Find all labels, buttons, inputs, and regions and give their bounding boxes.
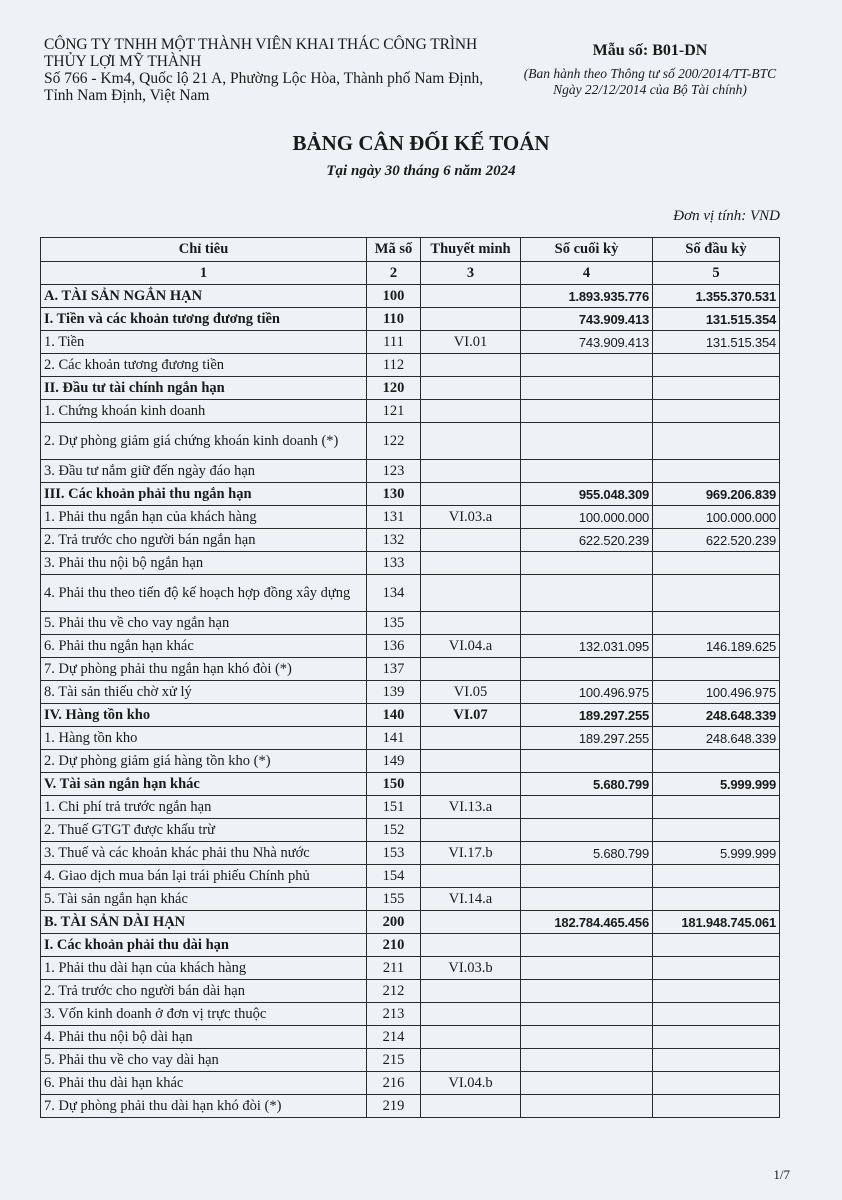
row-code: 121	[367, 400, 421, 423]
row-start-balance: 131.515.354	[653, 308, 780, 331]
row-code: 151	[367, 796, 421, 819]
row-note: VI.07	[421, 704, 521, 727]
form-code: Mẫu số: B01-DN	[592, 42, 708, 59]
row-start-balance	[653, 658, 780, 681]
row-code: 219	[367, 1095, 421, 1118]
company-address-line2: Tỉnh Nam Định, Việt Nam	[44, 87, 210, 104]
row-code: 216	[367, 1072, 421, 1095]
row-code: 112	[367, 354, 421, 377]
table-row	[41, 460, 780, 483]
row-start-balance	[653, 1026, 780, 1049]
row-code: 131	[367, 506, 421, 529]
row-code: 215	[367, 1049, 421, 1072]
table-row	[41, 934, 780, 957]
row-note	[421, 529, 521, 552]
row-label: 1. Chi phí trả trước ngắn hạn	[41, 796, 367, 819]
row-code: 135	[367, 612, 421, 635]
row-label: 1. Phải thu dài hạn của khách hàng	[41, 957, 367, 980]
row-label: 1. Tiền	[41, 331, 367, 354]
currency-unit: Đơn vị tính: VND	[673, 208, 780, 224]
row-start-balance: 1.355.370.531	[653, 285, 780, 308]
row-label: 1. Hàng tồn kho	[41, 727, 367, 750]
row-start-balance: 100.496.975	[653, 681, 780, 704]
row-code: 140	[367, 704, 421, 727]
table-row	[41, 957, 780, 980]
row-end-balance: 132.031.095	[521, 635, 653, 658]
row-label: 2. Dự phòng giảm giá chứng khoán kinh doanh (*)	[41, 423, 367, 460]
row-code: 211	[367, 957, 421, 980]
row-end-balance: 622.520.239	[521, 529, 653, 552]
row-start-balance	[653, 423, 780, 460]
report-date: Tại ngày 30 tháng 6 năm 2024	[326, 163, 516, 179]
row-note	[421, 400, 521, 423]
table-row	[41, 681, 780, 704]
row-end-balance	[521, 1003, 653, 1026]
row-start-balance: 131.515.354	[653, 331, 780, 354]
row-label: 3. Đầu tư nắm giữ đến ngày đáo hạn	[41, 460, 367, 483]
row-end-balance	[521, 934, 653, 957]
row-note: VI.13.a	[421, 796, 521, 819]
row-note	[421, 612, 521, 635]
row-end-balance	[521, 819, 653, 842]
row-code: 155	[367, 888, 421, 911]
row-note	[421, 1026, 521, 1049]
header-indicator: Chỉ tiêu	[41, 238, 367, 262]
table-header-row	[41, 238, 780, 262]
row-code: 154	[367, 865, 421, 888]
header-code: Mã số	[367, 238, 421, 262]
row-end-balance	[521, 575, 653, 612]
row-label: 3. Vốn kinh doanh ở đơn vị trực thuộc	[41, 1003, 367, 1026]
row-start-balance	[653, 888, 780, 911]
row-start-balance	[653, 796, 780, 819]
row-label: I. Các khoản phải thu dài hạn	[41, 934, 367, 957]
row-start-balance: 5.999.999	[653, 773, 780, 796]
row-note: VI.03.b	[421, 957, 521, 980]
table-row	[41, 1095, 780, 1118]
row-label: 2. Trả trước cho người bán ngắn hạn	[41, 529, 367, 552]
row-end-balance: 189.297.255	[521, 704, 653, 727]
row-label: 4. Phải thu theo tiến độ kế hoạch hợp đồng xây dựng	[41, 575, 367, 612]
company-address-line1: Số 766 - Km4, Quốc lộ 21 A, Phường Lộc Hòa, Thành phố Nam Định,	[44, 70, 484, 87]
row-code: 111	[367, 331, 421, 354]
row-note	[421, 575, 521, 612]
row-end-balance: 182.784.465.456	[521, 911, 653, 934]
page-number: 1/7	[773, 1167, 790, 1182]
row-note	[421, 1003, 521, 1026]
row-start-balance	[653, 865, 780, 888]
table-row	[41, 1003, 780, 1026]
table-row	[41, 552, 780, 575]
table-index-row	[41, 262, 780, 285]
row-end-balance	[521, 980, 653, 1003]
row-end-balance: 743.909.413	[521, 331, 653, 354]
table-row	[41, 773, 780, 796]
table-row	[41, 750, 780, 773]
row-start-balance	[653, 980, 780, 1003]
row-code: 150	[367, 773, 421, 796]
row-code: 133	[367, 552, 421, 575]
row-label: 2. Dự phòng giảm giá hàng tồn kho (*)	[41, 750, 367, 773]
table-row	[41, 819, 780, 842]
row-note	[421, 934, 521, 957]
form-reference	[500, 42, 800, 98]
company-name-line2: THỦY LỢI MỸ THÀNH	[44, 53, 202, 70]
row-label: 7. Dự phòng phải thu ngắn hạn khó đòi (*)	[41, 658, 367, 681]
row-code: 100	[367, 285, 421, 308]
row-label: V. Tài sản ngắn hạn khác	[41, 773, 367, 796]
row-note	[421, 865, 521, 888]
row-start-balance: 622.520.239	[653, 529, 780, 552]
row-start-balance: 5.999.999	[653, 842, 780, 865]
row-label: 6. Phải thu ngắn hạn khác	[41, 635, 367, 658]
row-end-balance	[521, 1026, 653, 1049]
row-note	[421, 354, 521, 377]
table-row	[41, 483, 780, 506]
row-label: 7. Dự phòng phải thu dài hạn khó đòi (*)	[41, 1095, 367, 1118]
row-note	[421, 819, 521, 842]
row-label: 2. Thuế GTGT được khấu trừ	[41, 819, 367, 842]
row-start-balance	[653, 1049, 780, 1072]
table-row	[41, 727, 780, 750]
row-note: VI.04.b	[421, 1072, 521, 1095]
row-end-balance	[521, 796, 653, 819]
row-label: IV. Hàng tồn kho	[41, 704, 367, 727]
row-note	[421, 911, 521, 934]
table-row	[41, 1026, 780, 1049]
table-row	[41, 308, 780, 331]
table-row	[41, 911, 780, 934]
row-note	[421, 980, 521, 1003]
row-note: VI.17.b	[421, 842, 521, 865]
table-row	[41, 612, 780, 635]
row-note	[421, 658, 521, 681]
row-end-balance	[521, 423, 653, 460]
table-row	[41, 423, 780, 460]
table-row	[41, 658, 780, 681]
row-label: 5. Tài sản ngắn hạn khác	[41, 888, 367, 911]
row-label: B. TÀI SẢN DÀI HẠN	[41, 911, 367, 934]
row-note	[421, 483, 521, 506]
row-end-balance	[521, 377, 653, 400]
row-note	[421, 1095, 521, 1118]
row-code: 122	[367, 423, 421, 460]
row-code: 120	[367, 377, 421, 400]
table-row	[41, 980, 780, 1003]
row-note: VI.14.a	[421, 888, 521, 911]
row-label: I. Tiền và các khoản tương đương tiền	[41, 308, 367, 331]
index-cell: 1	[41, 262, 367, 285]
row-note: VI.04.a	[421, 635, 521, 658]
row-label: 1. Phải thu ngắn hạn của khách hàng	[41, 506, 367, 529]
row-start-balance: 969.206.839	[653, 483, 780, 506]
row-code: 152	[367, 819, 421, 842]
row-note	[421, 750, 521, 773]
row-note: VI.05	[421, 681, 521, 704]
row-end-balance: 955.048.309	[521, 483, 653, 506]
header-start-balance: Số đầu kỳ	[653, 238, 780, 262]
header-note: Thuyết minh	[421, 238, 521, 262]
table-row	[41, 1049, 780, 1072]
row-label: 4. Giao dịch mua bán lại trái phiếu Chính phủ	[41, 865, 367, 888]
row-code: 212	[367, 980, 421, 1003]
table-row	[41, 796, 780, 819]
table-row	[41, 635, 780, 658]
row-end-balance	[521, 1049, 653, 1072]
row-start-balance	[653, 957, 780, 980]
row-note: VI.03.a	[421, 506, 521, 529]
row-code: 130	[367, 483, 421, 506]
row-code: 153	[367, 842, 421, 865]
row-code: 214	[367, 1026, 421, 1049]
row-note	[421, 423, 521, 460]
row-label: 4. Phải thu nội bộ dài hạn	[41, 1026, 367, 1049]
row-code: 141	[367, 727, 421, 750]
row-end-balance	[521, 658, 653, 681]
row-end-balance: 100.496.975	[521, 681, 653, 704]
row-note	[421, 285, 521, 308]
table-row	[41, 529, 780, 552]
index-cell: 5	[653, 262, 780, 285]
row-start-balance: 248.648.339	[653, 727, 780, 750]
row-start-balance	[653, 400, 780, 423]
table-row	[41, 865, 780, 888]
row-code: 134	[367, 575, 421, 612]
company-name-line1: CÔNG TY TNHH MỘT THÀNH VIÊN KHAI THÁC CÔNG TRÌNH	[44, 36, 478, 53]
table-row	[41, 331, 780, 354]
row-label: 3. Phải thu nội bộ ngắn hạn	[41, 552, 367, 575]
row-code: 136	[367, 635, 421, 658]
row-code: 200	[367, 911, 421, 934]
row-start-balance	[653, 934, 780, 957]
row-label: II. Đầu tư tài chính ngắn hạn	[41, 377, 367, 400]
row-end-balance	[521, 1095, 653, 1118]
row-code: 110	[367, 308, 421, 331]
row-end-balance: 100.000.000	[521, 506, 653, 529]
row-label: 8. Tài sản thiếu chờ xử lý	[41, 681, 367, 704]
row-start-balance	[653, 460, 780, 483]
row-label: 1. Chứng khoán kinh doanh	[41, 400, 367, 423]
row-code: 213	[367, 1003, 421, 1026]
row-end-balance	[521, 354, 653, 377]
row-end-balance	[521, 400, 653, 423]
row-code: 149	[367, 750, 421, 773]
row-note	[421, 308, 521, 331]
row-start-balance	[653, 819, 780, 842]
row-label: 5. Phải thu về cho vay ngắn hạn	[41, 612, 367, 635]
row-end-balance	[521, 750, 653, 773]
table-row	[41, 285, 780, 308]
row-start-balance	[653, 750, 780, 773]
document-title: BẢNG CÂN ĐỐI KẾ TOÁN	[292, 131, 550, 155]
row-start-balance	[653, 552, 780, 575]
table-row	[41, 575, 780, 612]
row-label: III. Các khoản phải thu ngắn hạn	[41, 483, 367, 506]
table-row	[41, 506, 780, 529]
row-note	[421, 773, 521, 796]
row-note	[421, 1049, 521, 1072]
row-note	[421, 727, 521, 750]
row-note: VI.01	[421, 331, 521, 354]
index-cell: 3	[421, 262, 521, 285]
table-row	[41, 377, 780, 400]
row-end-balance	[521, 552, 653, 575]
row-note	[421, 460, 521, 483]
row-note	[421, 377, 521, 400]
row-label: 2. Trả trước cho người bán dài hạn	[41, 980, 367, 1003]
row-label: 3. Thuế và các khoản khác phải thu Nhà nước	[41, 842, 367, 865]
row-start-balance	[653, 1095, 780, 1118]
row-end-balance: 189.297.255	[521, 727, 653, 750]
table-row	[41, 842, 780, 865]
row-end-balance: 1.893.935.776	[521, 285, 653, 308]
row-end-balance: 5.680.799	[521, 773, 653, 796]
form-note-line2: Ngày 22/12/2014 của Bộ Tài chính)	[553, 82, 747, 97]
row-end-balance	[521, 460, 653, 483]
row-start-balance	[653, 354, 780, 377]
row-end-balance	[521, 888, 653, 911]
row-label: 6. Phải thu dài hạn khác	[41, 1072, 367, 1095]
row-start-balance	[653, 377, 780, 400]
row-start-balance	[653, 575, 780, 612]
table-row	[41, 888, 780, 911]
row-code: 137	[367, 658, 421, 681]
table-row	[41, 704, 780, 727]
index-cell: 2	[367, 262, 421, 285]
row-code: 123	[367, 460, 421, 483]
row-end-balance	[521, 865, 653, 888]
row-start-balance: 181.948.745.061	[653, 911, 780, 934]
row-end-balance	[521, 612, 653, 635]
form-note-line1: (Ban hành theo Thông tư số 200/2014/TT-BTC	[523, 66, 777, 81]
index-cell: 4	[521, 262, 653, 285]
row-start-balance	[653, 612, 780, 635]
header-end-balance: Số cuối kỳ	[521, 238, 653, 262]
balance-sheet-table	[40, 237, 780, 1118]
row-start-balance: 146.189.625	[653, 635, 780, 658]
row-start-balance	[653, 1072, 780, 1095]
row-note	[421, 552, 521, 575]
row-code: 139	[367, 681, 421, 704]
row-label: 5. Phải thu về cho vay dài hạn	[41, 1049, 367, 1072]
row-start-balance: 100.000.000	[653, 506, 780, 529]
row-start-balance: 248.648.339	[653, 704, 780, 727]
row-end-balance	[521, 1072, 653, 1095]
row-label: 2. Các khoản tương đương tiền	[41, 354, 367, 377]
row-end-balance: 5.680.799	[521, 842, 653, 865]
row-start-balance	[653, 1003, 780, 1026]
table-row	[41, 400, 780, 423]
row-end-balance	[521, 957, 653, 980]
row-label: A. TÀI SẢN NGẮN HẠN	[41, 285, 367, 308]
company-header	[44, 36, 504, 104]
row-code: 210	[367, 934, 421, 957]
table-row	[41, 354, 780, 377]
row-code: 132	[367, 529, 421, 552]
table-row	[41, 1072, 780, 1095]
row-end-balance: 743.909.413	[521, 308, 653, 331]
